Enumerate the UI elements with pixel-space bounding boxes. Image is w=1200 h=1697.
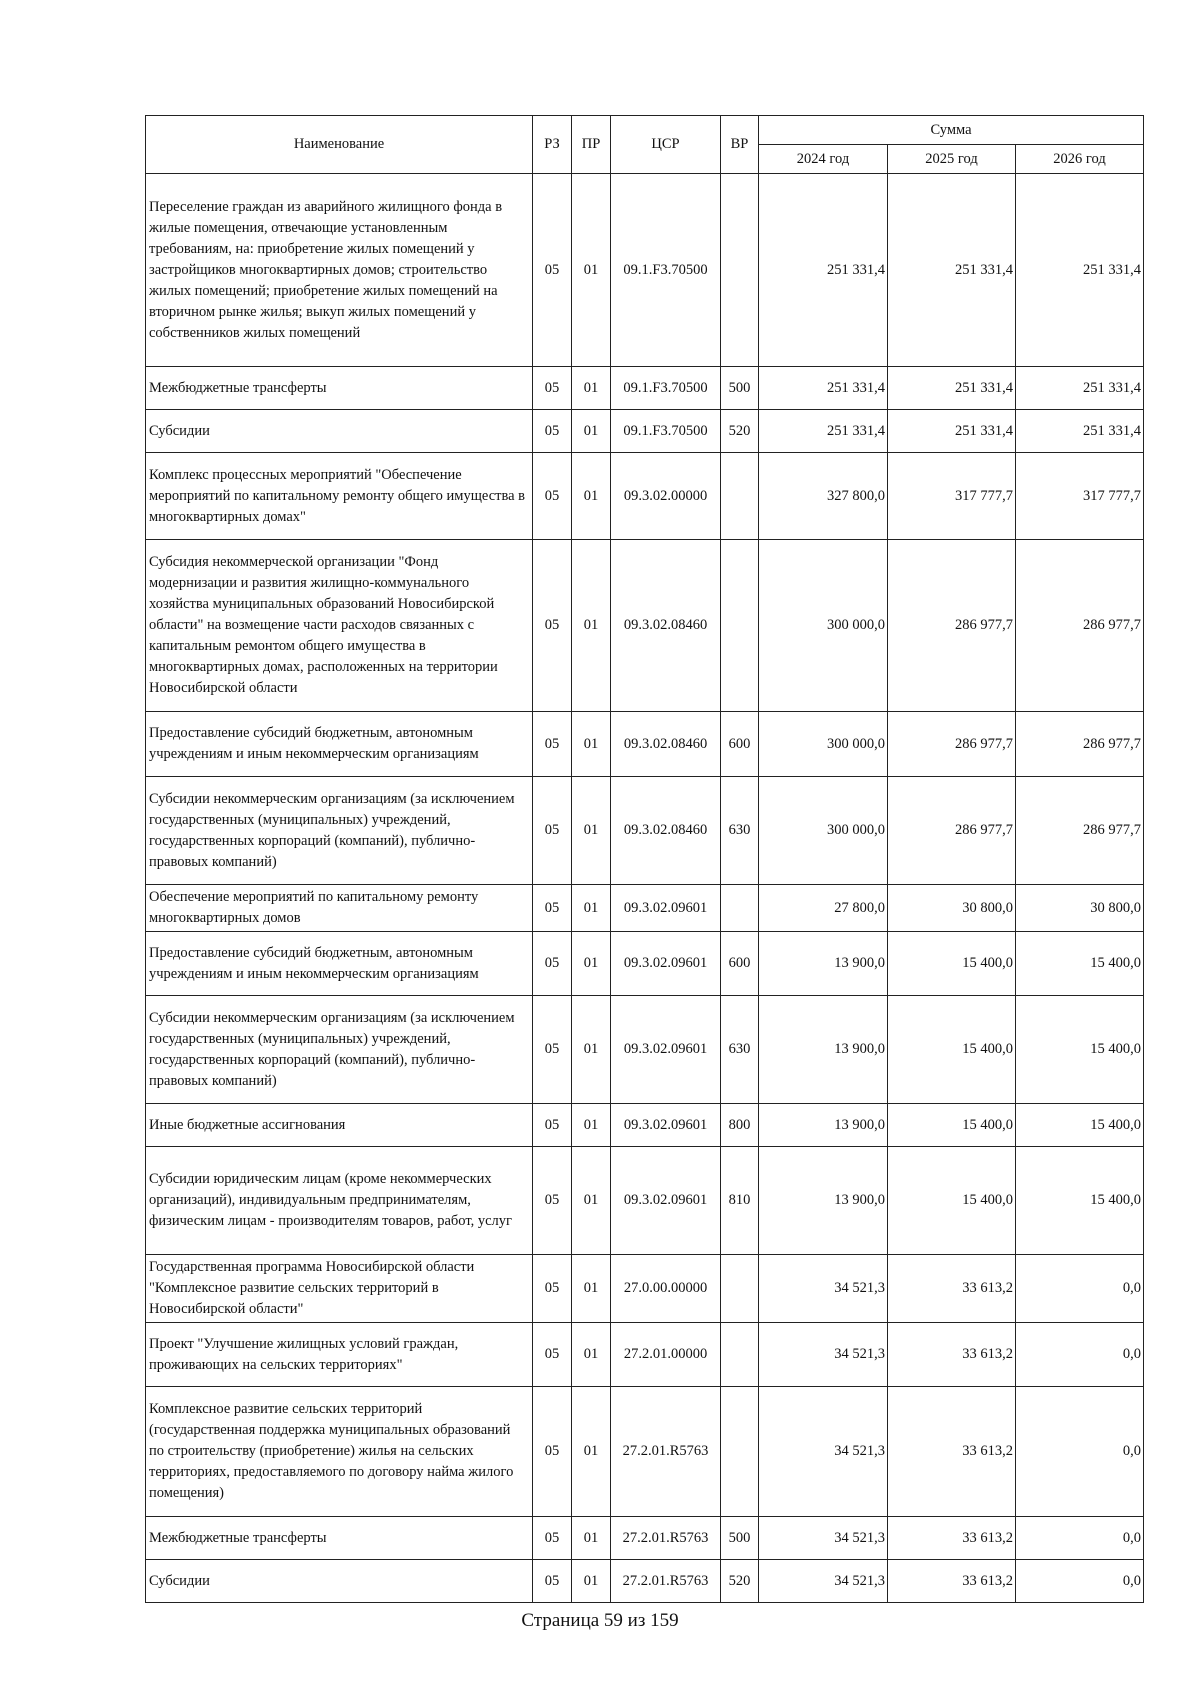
row-2024: 251 331,4 xyxy=(759,367,888,410)
row-pr: 01 xyxy=(572,996,611,1104)
row-csr: 09.3.02.08460 xyxy=(611,540,721,712)
row-name: Предоставление субсидий бюджетным, автономным учреждениям и иным некоммерческим организациям xyxy=(146,932,533,996)
row-2025: 33 613,2 xyxy=(888,1517,1016,1560)
row-2024: 13 900,0 xyxy=(759,932,888,996)
row-2024: 300 000,0 xyxy=(759,777,888,885)
row-rz: 05 xyxy=(533,932,572,996)
page-number: Страница 59 из 159 xyxy=(521,1610,679,1631)
row-2024: 300 000,0 xyxy=(759,540,888,712)
table-row xyxy=(146,1560,1144,1603)
row-csr: 09.3.02.09601 xyxy=(611,996,721,1104)
row-rz: 05 xyxy=(533,712,572,777)
row-pr: 01 xyxy=(572,453,611,540)
row-2025: 33 613,2 xyxy=(888,1560,1016,1603)
row-2026: 286 977,7 xyxy=(1016,712,1144,777)
row-2025: 15 400,0 xyxy=(888,1104,1016,1147)
row-2024: 34 521,3 xyxy=(759,1323,888,1387)
row-rz: 05 xyxy=(533,174,572,367)
row-2025: 251 331,4 xyxy=(888,174,1016,367)
row-2025: 33 613,2 xyxy=(888,1323,1016,1387)
row-pr: 01 xyxy=(572,1517,611,1560)
row-vr: 810 xyxy=(721,1147,759,1255)
row-2024: 251 331,4 xyxy=(759,410,888,453)
row-name: Субсидия некоммерческой организации "Фонд модернизации и развития жилищно-коммунального хозяйства муниципальных образований Новосибирской области" на возмещение части расходов связанных с капитальным ремонтом общего имущества в многоквартирных домах, расположенных на территории Новосибирской области xyxy=(146,540,533,712)
row-2026: 251 331,4 xyxy=(1016,367,1144,410)
header-year-2025: 2025 год xyxy=(888,145,1016,174)
row-vr: 500 xyxy=(721,367,759,410)
row-2025: 286 977,7 xyxy=(888,540,1016,712)
row-name: Субсидии некоммерческим организациям (за исключением государственных (муниципальных) учреждений, государственных корпораций (компаний), публично-правовых компаний) xyxy=(146,996,533,1104)
row-csr: 09.3.02.08460 xyxy=(611,712,721,777)
row-csr: 09.1.F3.70500 xyxy=(611,410,721,453)
row-pr: 01 xyxy=(572,1323,611,1387)
row-2026: 0,0 xyxy=(1016,1560,1144,1603)
row-csr: 09.1.F3.70500 xyxy=(611,174,721,367)
row-csr: 09.3.02.09601 xyxy=(611,885,721,932)
row-2025: 251 331,4 xyxy=(888,410,1016,453)
row-csr: 09.3.02.09601 xyxy=(611,932,721,996)
row-rz: 05 xyxy=(533,1104,572,1147)
row-2024: 13 900,0 xyxy=(759,1104,888,1147)
table-row xyxy=(146,540,1144,712)
row-2024: 13 900,0 xyxy=(759,996,888,1104)
row-rz: 05 xyxy=(533,1517,572,1560)
table-row xyxy=(146,1387,1144,1517)
row-csr: 27.2.01.00000 xyxy=(611,1323,721,1387)
row-csr: 09.3.02.00000 xyxy=(611,453,721,540)
row-vr: 600 xyxy=(721,712,759,777)
row-csr: 27.2.01.R5763 xyxy=(611,1387,721,1517)
row-vr: 630 xyxy=(721,996,759,1104)
table-row xyxy=(146,1517,1144,1560)
row-rz: 05 xyxy=(533,1560,572,1603)
row-vr: 520 xyxy=(721,1560,759,1603)
row-vr: 500 xyxy=(721,1517,759,1560)
row-name: Государственная программа Новосибирской области "Комплексное развитие сельских территорий в Новосибирской области" xyxy=(146,1255,533,1323)
row-2026: 15 400,0 xyxy=(1016,932,1144,996)
row-2025: 317 777,7 xyxy=(888,453,1016,540)
row-vr: 600 xyxy=(721,932,759,996)
row-pr: 01 xyxy=(572,540,611,712)
row-2026: 251 331,4 xyxy=(1016,174,1144,367)
row-2026: 251 331,4 xyxy=(1016,410,1144,453)
row-2025: 15 400,0 xyxy=(888,996,1016,1104)
row-rz: 05 xyxy=(533,777,572,885)
table-row xyxy=(146,712,1144,777)
row-2026: 317 777,7 xyxy=(1016,453,1144,540)
row-2024: 34 521,3 xyxy=(759,1387,888,1517)
table-row xyxy=(146,367,1144,410)
table-row xyxy=(146,410,1144,453)
header-pr: ПР xyxy=(572,116,611,174)
row-name: Субсидии xyxy=(146,410,533,453)
row-rz: 05 xyxy=(533,885,572,932)
row-name: Межбюджетные трансферты xyxy=(146,367,533,410)
header-name: Наименование xyxy=(146,116,533,174)
row-name: Переселение граждан из аварийного жилищного фонда в жилые помещения, отвечающие установленным требованиям, на: приобретение жилых помещений у застройщиков многоквартирных домов; строительство жилых помещений; приобретение жилых помещений на вторичном рынке жилья; выкуп жилых помещений у собственников жилых помещений xyxy=(146,174,533,367)
table-body xyxy=(146,174,1144,1603)
row-vr xyxy=(721,453,759,540)
header-year-2024: 2024 год xyxy=(759,145,888,174)
row-name: Обеспечение мероприятий по капитальному ремонту многоквартирных домов xyxy=(146,885,533,932)
row-name: Субсидии юридическим лицам (кроме некоммерческих организаций), индивидуальным предпринимателям, физическим лицам - производителям товаров, работ, услуг xyxy=(146,1147,533,1255)
row-rz: 05 xyxy=(533,996,572,1104)
row-pr: 01 xyxy=(572,712,611,777)
row-pr: 01 xyxy=(572,1560,611,1603)
row-2025: 286 977,7 xyxy=(888,777,1016,885)
row-2026: 0,0 xyxy=(1016,1323,1144,1387)
header-csr: ЦСР xyxy=(611,116,721,174)
row-pr: 01 xyxy=(572,1147,611,1255)
row-2026: 15 400,0 xyxy=(1016,1147,1144,1255)
row-rz: 05 xyxy=(533,540,572,712)
row-2026: 0,0 xyxy=(1016,1255,1144,1323)
row-2025: 286 977,7 xyxy=(888,712,1016,777)
row-rz: 05 xyxy=(533,410,572,453)
row-pr: 01 xyxy=(572,174,611,367)
row-vr xyxy=(721,1387,759,1517)
row-name: Комплекс процессных мероприятий "Обеспечение мероприятий по капитальному ремонту общего имущества в многоквартирных домах" xyxy=(146,453,533,540)
row-2026: 286 977,7 xyxy=(1016,540,1144,712)
table-row xyxy=(146,453,1144,540)
row-name: Иные бюджетные ассигнования xyxy=(146,1104,533,1147)
row-pr: 01 xyxy=(572,777,611,885)
row-2024: 27 800,0 xyxy=(759,885,888,932)
row-vr xyxy=(721,540,759,712)
row-name: Предоставление субсидий бюджетным, автономным учреждениям и иным некоммерческим организациям xyxy=(146,712,533,777)
header-rz: РЗ xyxy=(533,116,572,174)
table-row xyxy=(146,1104,1144,1147)
row-rz: 05 xyxy=(533,1147,572,1255)
table-row xyxy=(146,1255,1144,1323)
row-2026: 15 400,0 xyxy=(1016,1104,1144,1147)
row-csr: 09.3.02.09601 xyxy=(611,1147,721,1255)
row-2025: 15 400,0 xyxy=(888,1147,1016,1255)
header-year-2026: 2026 год xyxy=(1016,145,1144,174)
row-2024: 34 521,3 xyxy=(759,1255,888,1323)
row-rz: 05 xyxy=(533,367,572,410)
row-name: Проект "Улучшение жилищных условий граждан, проживающих на сельских территориях" xyxy=(146,1323,533,1387)
row-vr: 630 xyxy=(721,777,759,885)
table-header xyxy=(146,116,1144,174)
row-rz: 05 xyxy=(533,1323,572,1387)
row-vr xyxy=(721,174,759,367)
row-2024: 327 800,0 xyxy=(759,453,888,540)
row-2024: 34 521,3 xyxy=(759,1560,888,1603)
row-rz: 05 xyxy=(533,1387,572,1517)
row-2024: 13 900,0 xyxy=(759,1147,888,1255)
table-row xyxy=(146,885,1144,932)
row-pr: 01 xyxy=(572,1104,611,1147)
row-2024: 251 331,4 xyxy=(759,174,888,367)
row-pr: 01 xyxy=(572,410,611,453)
row-pr: 01 xyxy=(572,1387,611,1517)
table-row xyxy=(146,1147,1144,1255)
row-vr: 520 xyxy=(721,410,759,453)
row-2025: 33 613,2 xyxy=(888,1387,1016,1517)
table-row xyxy=(146,174,1144,367)
row-csr: 09.1.F3.70500 xyxy=(611,367,721,410)
budget-table xyxy=(145,115,1144,1603)
row-csr: 27.2.01.R5763 xyxy=(611,1560,721,1603)
row-csr: 27.0.00.00000 xyxy=(611,1255,721,1323)
row-rz: 05 xyxy=(533,1255,572,1323)
table-row xyxy=(146,996,1144,1104)
row-2024: 300 000,0 xyxy=(759,712,888,777)
row-csr: 09.3.02.08460 xyxy=(611,777,721,885)
row-name: Субсидии некоммерческим организациям (за исключением государственных (муниципальных) учреждений, государственных корпораций (компаний), публично-правовых компаний) xyxy=(146,777,533,885)
row-vr: 800 xyxy=(721,1104,759,1147)
row-rz: 05 xyxy=(533,453,572,540)
row-name: Межбюджетные трансферты xyxy=(146,1517,533,1560)
row-2025: 33 613,2 xyxy=(888,1255,1016,1323)
row-name: Субсидии xyxy=(146,1560,533,1603)
row-2025: 251 331,4 xyxy=(888,367,1016,410)
row-2026: 286 977,7 xyxy=(1016,777,1144,885)
row-2026: 15 400,0 xyxy=(1016,996,1144,1104)
table-row xyxy=(146,1323,1144,1387)
row-pr: 01 xyxy=(572,1255,611,1323)
row-vr xyxy=(721,1255,759,1323)
row-pr: 01 xyxy=(572,932,611,996)
row-vr xyxy=(721,885,759,932)
row-vr xyxy=(721,1323,759,1387)
table-row xyxy=(146,932,1144,996)
row-csr: 09.3.02.09601 xyxy=(611,1104,721,1147)
row-pr: 01 xyxy=(572,885,611,932)
row-2026: 0,0 xyxy=(1016,1387,1144,1517)
row-csr: 27.2.01.R5763 xyxy=(611,1517,721,1560)
header-sum: Сумма xyxy=(759,116,1144,145)
row-2026: 30 800,0 xyxy=(1016,885,1144,932)
row-2024: 34 521,3 xyxy=(759,1517,888,1560)
row-2025: 15 400,0 xyxy=(888,932,1016,996)
row-pr: 01 xyxy=(572,367,611,410)
table-row xyxy=(146,777,1144,885)
header-vr: ВР xyxy=(721,116,759,174)
row-2025: 30 800,0 xyxy=(888,885,1016,932)
row-2026: 0,0 xyxy=(1016,1517,1144,1560)
row-name: Комплексное развитие сельских территорий (государственная поддержка муниципальных образований по строительству (приобретение) жилья на сельских территориях, предоставляемого по договору найма жилого помещения) xyxy=(146,1387,533,1517)
